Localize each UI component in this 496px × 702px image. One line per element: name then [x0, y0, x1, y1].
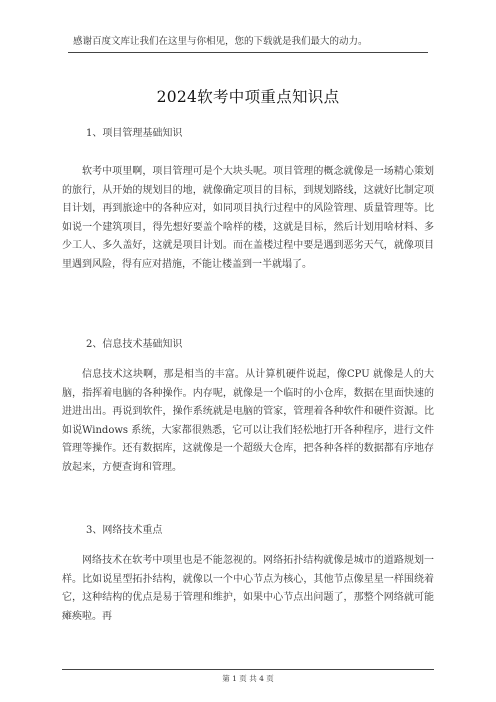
page-header-text: 感谢百度文库让我们在这里与你相见，您的下载就是我们最大的动力。: [73, 36, 368, 47]
section-paragraph-3: 网络技术在软考中项里也是不能忽视的。网络拓扑结构就像是城市的道路规划一样。比如说星型拓扑结构，就像以一个中心节点为核心，其他节点像星星一样围绕着它，这种结构的优点是易于管理和维护，如果中心节点出问题了，那整个网络就可能瘫痪啦。再: [62, 555, 434, 622]
section-paragraph-1: 软考中项里啊，项目管理可是个大块头呢。项目管理的概念就像是一场精心策划的旅行，从开始的规划目的地，就像确定项目的目标，到规划路线，这就好比制定项目计划，再到旅途中的各种应对，如同项目执行过程中的风险管理、质量管理等。比如说一个建筑项目，得先想好要盖个啥样的楼，这就是目标，然后计划用啥材料、多少工人、多久盖好，这就是项目计划。而在盖楼过程中要是遇到恶劣天气，就像项目里遇到风险，得有应对措施，不能让楼盖到一半就塌了。: [62, 166, 434, 270]
header-divider: [68, 52, 428, 53]
footer-divider: [62, 669, 434, 670]
section-heading-2: 2、信息技术基础知识: [86, 339, 183, 350]
page-number-indicator: 第 1 页 共 4 页: [222, 674, 274, 683]
document-title: 2024软考中项重点知识点: [156, 88, 340, 106]
section-paragraph-2: 信息技术这块啊，那是相当的丰富。从计算机硬件说起，像CPU 就像是人的大脑，指挥着电脑的各种操作。内存呢，就像是一个临时的小仓库，数据在里面快速的进进出出。再说到软件，操作系统就是电脑的管家，管理着各种软件和硬件资源。比如说Windows 系统，大家都很熟悉，它可以让我们轻松地打开各种程序，进行文件管理等操作。还有数据库，这就像是一个超级大仓库，把各种各样的数据都有序地存放起来，方便查询和管理。: [62, 369, 434, 473]
section-heading-3: 3、网络技术重点: [86, 525, 163, 536]
section-heading-1: 1、项目管理基础知识: [86, 128, 183, 139]
